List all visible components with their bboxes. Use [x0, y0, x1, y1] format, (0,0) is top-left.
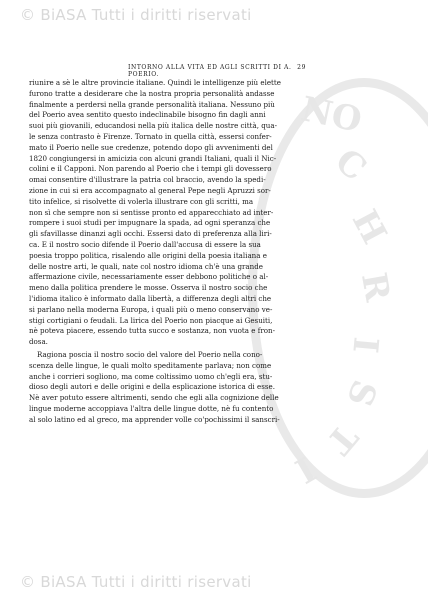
text-line: tito infelice, si risolvette di volerla illustrare con gli scritti, ma	[29, 196, 254, 206]
running-title: INTORNO ALLA VITA ED AGLI SCRITTI DI A. POERIO.	[128, 64, 292, 78]
text-line: Nè aver potuto essere altrimenti, sendo che egli alla cognizione delle	[29, 393, 279, 403]
document-page	[26, 64, 422, 426]
text-line: anche i corrieri sogliono, ma come coltissimo uomo ch'egli era, stu-	[29, 371, 273, 381]
text-line: dosa.	[29, 337, 48, 347]
text-line: affermazione civile, necessariamente esser debbono politiche o al-	[29, 272, 269, 282]
text-line: meno dalla politica prendere le mosse. Osserva il nostro socio che	[29, 283, 268, 293]
watermark-top: © BiASA Tutti i diritti riservati	[20, 6, 252, 24]
text-line: dioso degli autori e delle origini e della esplicazione istorica di esse.	[29, 382, 275, 392]
running-header	[26, 64, 422, 78]
text-line: stigi cortigiani o feudali. La lirica del Poerio non piacque ai Gesuiti,	[29, 315, 273, 325]
text-line: 1820 congiungersi in amicizia con alcuni grandi Italiani, quali il Nic-	[29, 153, 277, 163]
text-line: furono tratte a desiderare che la nostra propria personalità andasse	[29, 88, 275, 98]
body-text	[29, 78, 281, 426]
text-line: omai consentire d'illustrare la patria col braccio, avendo la spedi-	[29, 175, 266, 185]
text-line: finalmente a perdersi nella grande personalità italiana. Nessuno più	[29, 99, 275, 109]
text-line: le senza contrasto è Firenze. Tornato in quella città, essersi confer-	[29, 131, 272, 141]
page-number: 29	[297, 64, 306, 71]
text-line: l'idioma italico è informato dalla libertà, a differenza degli altri che	[29, 293, 272, 303]
paragraph-1	[29, 78, 281, 348]
text-line: poesia troppo politica, risalendo alle origini della poesia italiana e	[29, 250, 267, 260]
text-line: del Poerio avea sentito questo indeclinabile bisogno fin dagli anni	[29, 110, 266, 120]
library-seal-stamp: NO C H R I S T I	[248, 78, 428, 498]
text-line: rompere i suoi studi per impugnare la spada, ad ogni speranza che	[29, 218, 271, 228]
paragraph-2	[29, 350, 281, 426]
text-line: si parlano nella moderna Europa, i quali più o meno conservano ve-	[29, 304, 273, 314]
text-line: colini e il Capponi. Non parendo al Poerio che i tempi gli dovessero	[29, 164, 272, 174]
text-line: non sì che sempre non si sentisse pronto ed apparecchiato ad inter-	[29, 207, 274, 217]
text-line: lingue moderne accoppiava l'altra delle lingue dotte, nè fu contento	[29, 403, 274, 413]
text-line: Ragiona poscia il nostro socio del valore del Poerio nella cono-	[37, 349, 263, 359]
text-line: gli sfavillasse dinanzi agli occhi. Essersi dato di preferenza alla liri-	[29, 229, 272, 239]
text-line: scenza delle lingue, le quali molto speditamente parlava; non come	[29, 360, 272, 370]
text-line: suoi più giovanili, educandosi nella più italica delle nostre città, qua-	[29, 121, 277, 131]
text-line: mato il Poerio nelle sue credenze, potendo dopo gli avvenimenti del	[29, 142, 273, 152]
text-line: nè poteva piacere, essendo tutta succo e sostanza, non vuota e fron-	[29, 326, 275, 336]
text-line: delle nostre arti, le quali, nate col nostro idioma ch'è una grande	[29, 261, 263, 271]
text-line: ca. E il nostro socio difende il Poerio dall'accusa di essere la sua	[29, 239, 261, 249]
text-line: riunire a sè le altre provincie italiane. Quindi le intelligenze più elette	[29, 78, 281, 87]
text-line: zione in cui si era accompagnato al general Pepe negli Apruzzi sor-	[29, 185, 271, 195]
text-line: al solo latino ed al greco, ma apprender volle co'pochissimi il sanscri-	[29, 414, 280, 424]
watermark-bottom: © BiASA Tutti i diritti riservati	[20, 573, 252, 591]
